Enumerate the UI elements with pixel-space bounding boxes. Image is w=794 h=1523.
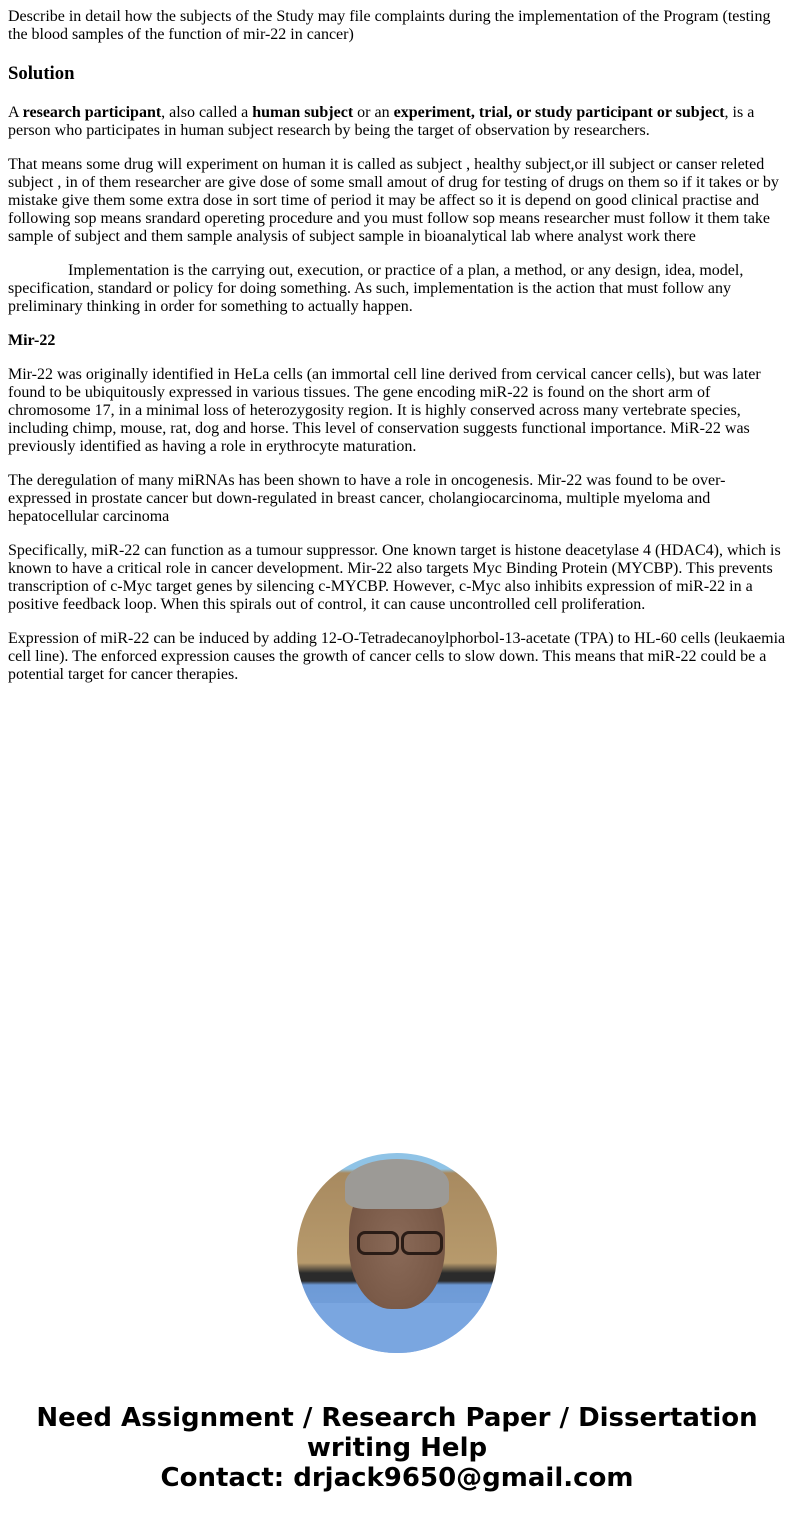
paragraph-deregulation: The deregulation of many miRNAs has been shown to have a role in oncogenesis. Mir-22 was found to be over-expressed in prostate cancer but down-regulated in breast cancer, cholangiocarcinoma, multiple myeloma and hepatocellular carcinoma [8, 472, 726, 525]
glasses-icon [353, 1231, 443, 1251]
mir22-subheading: Mir-22 [8, 332, 56, 349]
bold-term: experiment, trial, or study participant or subject [393, 104, 725, 121]
question-text: Describe in detail how the subjects of the Study may file complaints during the implementation of the Program (testing the blood samples of the function of mir-22 in cancer) [8, 8, 771, 43]
text-run: A [8, 104, 23, 121]
promo-line-1: Need Assignment / Research Paper / Dissertation [36, 1403, 758, 1433]
paragraph-tumour-suppressor: Specifically, miR-22 can function as a tumour suppressor. One known target is histone deacetylase 4 (HDAC4), which is known to have a critical role in cancer development. Mir-22 also targets Myc Binding Protein (MYCBP). This prevents transcription of c-Myc target genes by silencing c-MYCBP. However, c-Myc also inhibits expression of miR-22 in a positive feedback loop. When this spirals out of control, it can cause uncontrolled cell proliferation. [8, 542, 781, 613]
paragraph-expression: Expression of miR-22 can be induced by adding 12-O-Tetradecanoylphorbol-13-acetate (TPA) to HL-60 cells (leukaemia cell line). The enforced expression causes the growth of cancer cells to slow down. This means that miR-22 could be a potential target for cancer therapies. [8, 630, 786, 683]
promo-contact: Contact: drjack9650@gmail.com [160, 1463, 634, 1493]
bold-term: human subject [252, 104, 354, 121]
text-run: or an [353, 104, 394, 121]
author-photo [297, 1153, 497, 1353]
shirt-shape [297, 1303, 497, 1353]
solution-heading: Solution [8, 63, 75, 84]
paragraph-implementation: Implementation is the carrying out, execution, or practice of a plan, a method, or any design, idea, model, specification, standard or policy for doing something. As such, implementation is the action that must follow any preliminary thinking in order for something to actually happen. [8, 262, 744, 315]
hair-shape [345, 1159, 449, 1209]
paragraph-mir22-origin: Mir-22 was originally identified in HeLa cells (an immortal cell line derived from cervical cancer cells), but was later found to be ubiquitously expressed in various tissues. The gene encoding miR-22 is found on the short arm of chromosome 17, in a minimal loss of heterozygosity region. It is highly conserved across many vertebrate species, including chimp, mouse, rat, dog and horse. This level of conservation suggests functional importance. MiR-22 was previously identified as having a role in erythrocyte maturation. [8, 366, 761, 455]
promo-banner [0, 1403, 794, 1493]
promo-line-2: writing Help [306, 1433, 488, 1463]
bold-term: research participant [22, 104, 162, 121]
text-run: , also called a [161, 104, 253, 121]
paragraph-subjects: That means some drug will experiment on human it is called as subject , healthy subject,or ill subject or canser releted subject , in of them researcher are give dose of some small amout of drug for testing of drugs on them so if it takes or by mistake give them some extra dose in sort time of period it may be affect so it is depend on good clinical practise and following sop means srandard opereting procedure and you must follow sop means researcher must follow it them take sample of subject and them sample analysis of subject sample in bioanalytical lab where analyst work there [8, 156, 779, 245]
text-run: , is a person who participates in human subject research by being the target of observation by researchers. [8, 104, 755, 139]
document-body [8, 8, 786, 700]
definition-paragraph [8, 104, 786, 140]
